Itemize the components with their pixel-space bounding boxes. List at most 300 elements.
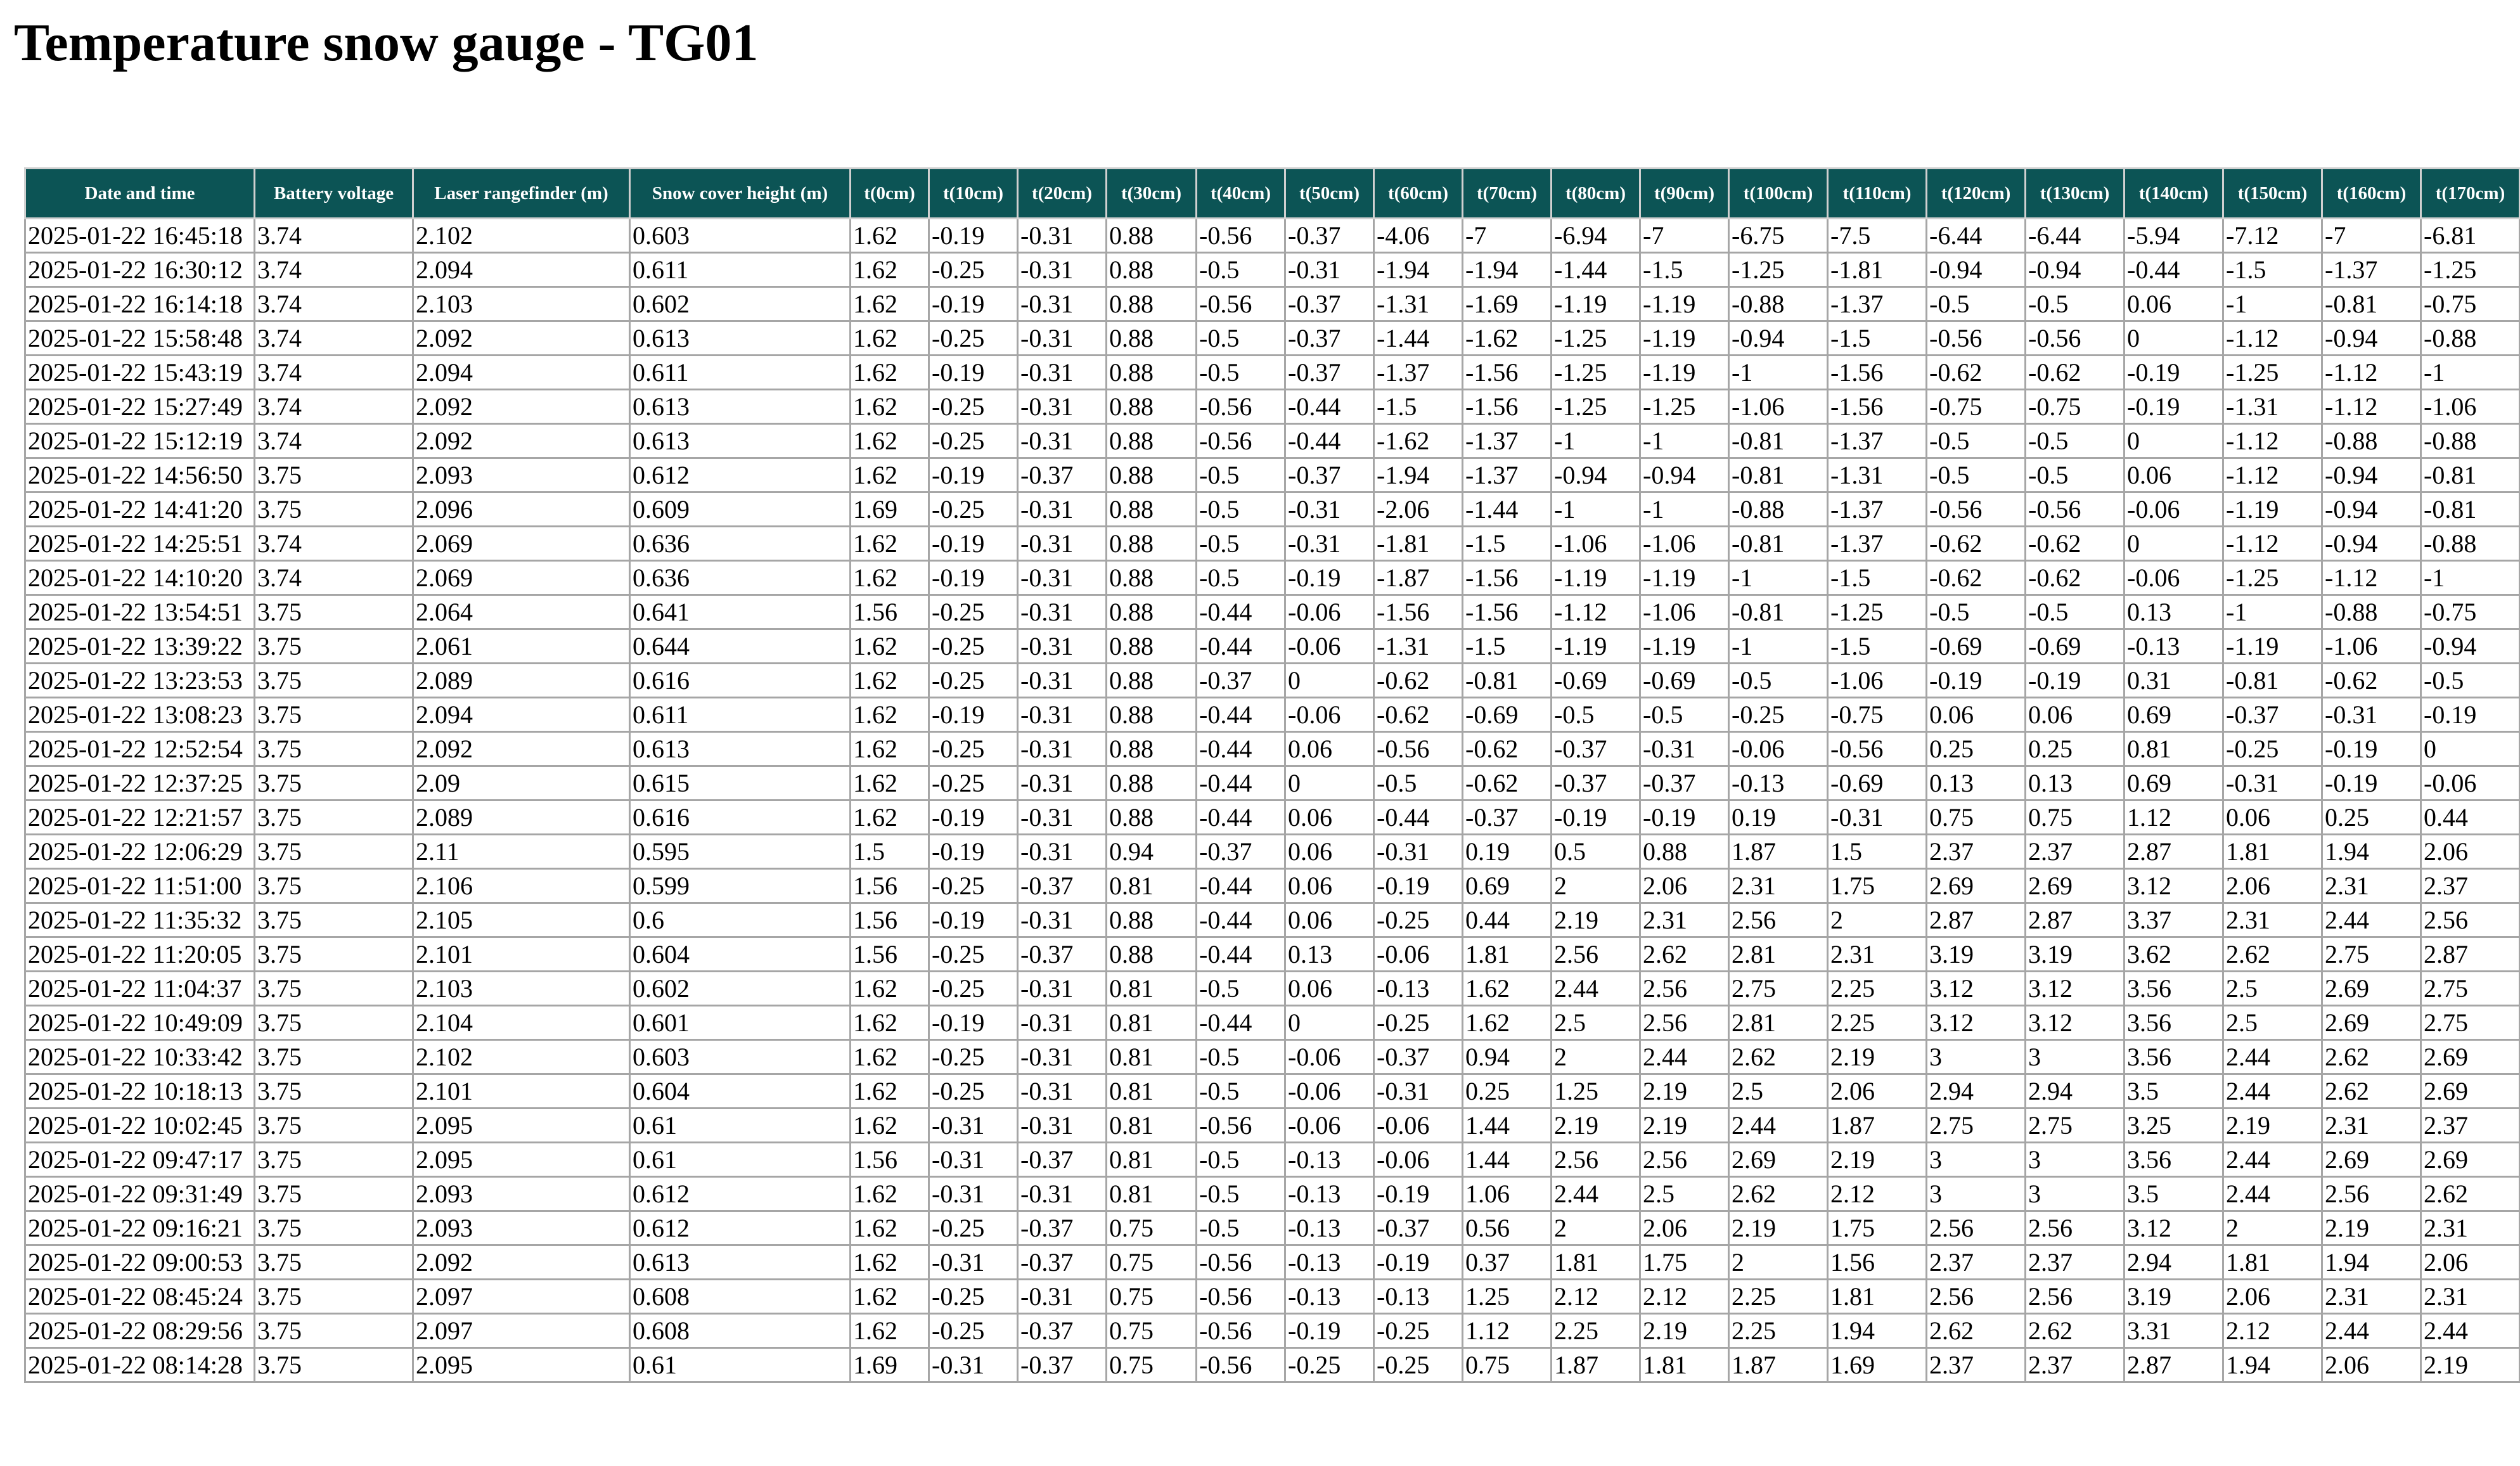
table-row bbox=[25, 1074, 2520, 1109]
table-cell: 0.88 bbox=[1107, 561, 1197, 595]
table-cell: -0.13 bbox=[1285, 1177, 1374, 1211]
table-cell: 2.56 bbox=[1640, 972, 1729, 1006]
table-cell: 1.12 bbox=[2125, 801, 2223, 835]
table-cell: 1.62 bbox=[851, 766, 929, 801]
table-cell: -0.31 bbox=[929, 1143, 1018, 1177]
table-cell: 2.19 bbox=[1640, 1109, 1729, 1143]
table-cell: -0.37 bbox=[1018, 1211, 1107, 1245]
table-cell: 2.094 bbox=[413, 356, 630, 390]
table-cell: -0.94 bbox=[2322, 321, 2421, 356]
table-cell: 2025-01-22 14:10:20 bbox=[25, 561, 255, 595]
table-cell: -0.25 bbox=[2223, 732, 2322, 766]
table-cell: 2.095 bbox=[413, 1109, 630, 1143]
table-cell: 3.75 bbox=[255, 1177, 413, 1211]
table-cell: 3.37 bbox=[2125, 903, 2223, 937]
table-cell: 2.69 bbox=[2322, 972, 2421, 1006]
table-cell: 2.37 bbox=[1927, 1348, 2026, 1382]
table-row bbox=[25, 390, 2520, 424]
table-cell: -0.62 bbox=[1463, 732, 1552, 766]
table-cell: 1.25 bbox=[1463, 1280, 1552, 1314]
table-cell: -0.44 bbox=[2125, 253, 2223, 287]
table-cell: -0.25 bbox=[1729, 698, 1828, 732]
table-cell: 0.13 bbox=[1927, 766, 2026, 801]
table-cell: 2.19 bbox=[1828, 1143, 1927, 1177]
table-cell: 0.81 bbox=[1107, 1177, 1197, 1211]
table-cell: 1.56 bbox=[851, 1143, 929, 1177]
table-cell: 2.37 bbox=[2421, 869, 2520, 903]
table-cell: -0.5 bbox=[1927, 595, 2026, 629]
table-cell: -1.62 bbox=[1463, 321, 1552, 356]
table-cell: -0.44 bbox=[1197, 801, 1285, 835]
table-cell: 0.603 bbox=[630, 1040, 851, 1074]
table-cell: 2025-01-22 12:06:29 bbox=[25, 835, 255, 869]
table-cell: 0.06 bbox=[2125, 287, 2223, 321]
table-cell: -0.5 bbox=[1927, 424, 2026, 458]
table-cell: -0.37 bbox=[1018, 1143, 1107, 1177]
table-cell: 0.5 bbox=[1552, 835, 1640, 869]
table-cell: 2025-01-22 13:23:53 bbox=[25, 664, 255, 698]
table-cell: 1.62 bbox=[851, 1006, 929, 1040]
table-cell: -1.12 bbox=[2322, 390, 2421, 424]
table-cell: 2.56 bbox=[1729, 903, 1828, 937]
table-cell: 0.601 bbox=[630, 1006, 851, 1040]
table-cell: -1.94 bbox=[1463, 253, 1552, 287]
table-cell: -0.19 bbox=[929, 561, 1018, 595]
table-cell: 3.75 bbox=[255, 801, 413, 835]
table-cell: 0.13 bbox=[2125, 595, 2223, 629]
table-cell: 0.595 bbox=[630, 835, 851, 869]
table-cell: 0.44 bbox=[1463, 903, 1552, 937]
table-cell: -1.5 bbox=[1640, 253, 1729, 287]
table-cell: -1.37 bbox=[1828, 287, 1927, 321]
table-cell: 0.599 bbox=[630, 869, 851, 903]
table-cell: -0.19 bbox=[929, 356, 1018, 390]
table-cell: 0.636 bbox=[630, 561, 851, 595]
table-cell: -0.69 bbox=[1552, 664, 1640, 698]
table-cell: -0.5 bbox=[1197, 1040, 1285, 1074]
table-cell: 2.19 bbox=[1828, 1040, 1927, 1074]
table-cell: 2.101 bbox=[413, 937, 630, 972]
table-cell: -0.37 bbox=[1018, 869, 1107, 903]
table-cell: 3.75 bbox=[255, 1245, 413, 1280]
table-cell: 0.19 bbox=[1729, 801, 1828, 835]
table-cell: 2.06 bbox=[1640, 1211, 1729, 1245]
table-cell: 1.62 bbox=[851, 1074, 929, 1109]
column-header: t(110cm) bbox=[1828, 169, 1927, 219]
table-cell: -1.12 bbox=[2223, 424, 2322, 458]
table-cell: 3.74 bbox=[255, 527, 413, 561]
table-cell: -0.19 bbox=[2322, 766, 2421, 801]
table-cell: -0.62 bbox=[2026, 561, 2125, 595]
table-row bbox=[25, 1211, 2520, 1245]
table-cell: -1.5 bbox=[1828, 629, 1927, 664]
table-cell: 0.613 bbox=[630, 321, 851, 356]
table-cell: 0.609 bbox=[630, 492, 851, 527]
table-cell: -0.37 bbox=[1640, 766, 1729, 801]
table-cell: 0.88 bbox=[1107, 219, 1197, 253]
table-cell: 3.75 bbox=[255, 664, 413, 698]
table-cell: 0.88 bbox=[1107, 492, 1197, 527]
table-cell: 2.62 bbox=[1640, 937, 1729, 972]
table-cell: -0.37 bbox=[1197, 664, 1285, 698]
table-cell: 0.06 bbox=[1285, 801, 1374, 835]
table-cell: 2.31 bbox=[2223, 903, 2322, 937]
table-cell: -0.5 bbox=[1197, 1143, 1285, 1177]
table-cell: -0.19 bbox=[1927, 664, 2026, 698]
table-cell: 1.62 bbox=[851, 1177, 929, 1211]
table-cell: 0.88 bbox=[1107, 424, 1197, 458]
table-cell: 2.56 bbox=[2421, 903, 2520, 937]
table-cell: -1.19 bbox=[1552, 287, 1640, 321]
table-cell: 0.06 bbox=[2223, 801, 2322, 835]
table-cell: 0.25 bbox=[1463, 1074, 1552, 1109]
table-cell: 0.19 bbox=[1463, 835, 1552, 869]
table-cell: 2.62 bbox=[2322, 1040, 2421, 1074]
table-cell: 1.62 bbox=[851, 664, 929, 698]
table-cell: -0.94 bbox=[1927, 253, 2026, 287]
table-cell: -0.06 bbox=[1285, 1109, 1374, 1143]
table-cell: 3.75 bbox=[255, 1143, 413, 1177]
table-cell: 3 bbox=[2026, 1040, 2125, 1074]
table-cell: -0.5 bbox=[1729, 664, 1828, 698]
table-cell: 2.092 bbox=[413, 321, 630, 356]
table-cell: -1.5 bbox=[1463, 527, 1552, 561]
column-header: t(50cm) bbox=[1285, 169, 1374, 219]
table-cell: -0.5 bbox=[2026, 287, 2125, 321]
table-cell: 1.62 bbox=[851, 527, 929, 561]
table-cell: -7 bbox=[1463, 219, 1552, 253]
column-header: Snow cover height (m) bbox=[630, 169, 851, 219]
table-cell: -0.44 bbox=[1374, 801, 1463, 835]
table-cell: -1.12 bbox=[2223, 321, 2322, 356]
table-cell: 3.75 bbox=[255, 903, 413, 937]
table-cell: -0.37 bbox=[1018, 937, 1107, 972]
table-cell: 2.44 bbox=[2322, 903, 2421, 937]
table-cell: 2.101 bbox=[413, 1074, 630, 1109]
table-cell: -0.31 bbox=[1018, 664, 1107, 698]
table-cell: 3.12 bbox=[1927, 972, 2026, 1006]
table-cell: 0.88 bbox=[1107, 595, 1197, 629]
table-cell: 2.19 bbox=[1552, 903, 1640, 937]
column-header: t(60cm) bbox=[1374, 169, 1463, 219]
table-row bbox=[25, 698, 2520, 732]
table-cell: 1.62 bbox=[851, 732, 929, 766]
table-cell: -0.31 bbox=[1018, 1280, 1107, 1314]
table-cell: 3.75 bbox=[255, 1348, 413, 1382]
table-cell: 0 bbox=[2125, 321, 2223, 356]
table-cell: 2.62 bbox=[2223, 937, 2322, 972]
table-cell: 3.75 bbox=[255, 458, 413, 492]
table-cell: -6.44 bbox=[1927, 219, 2026, 253]
table-cell: -1.37 bbox=[1828, 527, 1927, 561]
table-cell: 1.56 bbox=[851, 937, 929, 972]
table-cell: 3.12 bbox=[2125, 869, 2223, 903]
table-cell: -0.5 bbox=[2026, 595, 2125, 629]
table-cell: 1.81 bbox=[1640, 1348, 1729, 1382]
table-cell: 2.061 bbox=[413, 629, 630, 664]
table-cell: -6.81 bbox=[2421, 219, 2520, 253]
column-header: t(150cm) bbox=[2223, 169, 2322, 219]
table-cell: -0.5 bbox=[1197, 253, 1285, 287]
table-cell: -0.62 bbox=[1927, 356, 2026, 390]
table-cell: 0.44 bbox=[2421, 801, 2520, 835]
table-cell: 2025-01-22 14:25:51 bbox=[25, 527, 255, 561]
table-cell: -0.37 bbox=[1552, 732, 1640, 766]
table-cell: -0.31 bbox=[1018, 595, 1107, 629]
table-cell: 2.56 bbox=[1640, 1143, 1729, 1177]
table-cell: -0.62 bbox=[2322, 664, 2421, 698]
table-cell: -0.31 bbox=[929, 1348, 1018, 1382]
table-cell: -0.19 bbox=[2125, 356, 2223, 390]
table-cell: -0.25 bbox=[929, 766, 1018, 801]
table-cell: -5.94 bbox=[2125, 219, 2223, 253]
table-cell: 1.87 bbox=[1552, 1348, 1640, 1382]
table-cell: -0.31 bbox=[1018, 356, 1107, 390]
table-cell: 0.75 bbox=[1107, 1245, 1197, 1280]
table-cell: 2.37 bbox=[1927, 1245, 2026, 1280]
table-cell: -1.94 bbox=[1374, 458, 1463, 492]
table-cell: 2.093 bbox=[413, 458, 630, 492]
table-cell: -0.25 bbox=[929, 869, 1018, 903]
table-cell: 1.62 bbox=[1463, 972, 1552, 1006]
table-cell: 2.095 bbox=[413, 1143, 630, 1177]
table-cell: 3.5 bbox=[2125, 1074, 2223, 1109]
table-cell: 2025-01-22 14:41:20 bbox=[25, 492, 255, 527]
table-cell: 2.75 bbox=[2421, 1006, 2520, 1040]
table-cell: 2.94 bbox=[1927, 1074, 2026, 1109]
table-cell: -0.94 bbox=[1552, 458, 1640, 492]
table-cell: 3.75 bbox=[255, 732, 413, 766]
table-cell: 3.75 bbox=[255, 1280, 413, 1314]
table-cell: -0.5 bbox=[1197, 1074, 1285, 1109]
table-cell: 2.097 bbox=[413, 1314, 630, 1348]
table-cell: -7 bbox=[1640, 219, 1729, 253]
table-cell: 0.604 bbox=[630, 1074, 851, 1109]
table-cell: -0.56 bbox=[1197, 1109, 1285, 1143]
table-cell: 2025-01-22 16:14:18 bbox=[25, 287, 255, 321]
table-cell: -0.19 bbox=[929, 219, 1018, 253]
table-cell: -1.06 bbox=[1729, 390, 1828, 424]
table-cell: -0.19 bbox=[1374, 1245, 1463, 1280]
column-header: t(120cm) bbox=[1927, 169, 2026, 219]
table-cell: 2.096 bbox=[413, 492, 630, 527]
table-cell: 0.61 bbox=[630, 1109, 851, 1143]
table-cell: -0.31 bbox=[1018, 903, 1107, 937]
table-cell: -0.37 bbox=[1018, 458, 1107, 492]
table-cell: -0.19 bbox=[1640, 801, 1729, 835]
table-cell: -0.69 bbox=[1463, 698, 1552, 732]
table-cell: -0.13 bbox=[1374, 1280, 1463, 1314]
table-cell: -0.19 bbox=[929, 458, 1018, 492]
table-cell: 2025-01-22 16:45:18 bbox=[25, 219, 255, 253]
table-cell: 0.75 bbox=[1107, 1348, 1197, 1382]
table-cell: -0.25 bbox=[929, 1314, 1018, 1348]
table-cell: -0.31 bbox=[1285, 527, 1374, 561]
table-cell: -0.31 bbox=[1018, 561, 1107, 595]
table-cell: -6.75 bbox=[1729, 219, 1828, 253]
column-header: t(70cm) bbox=[1463, 169, 1552, 219]
table-cell: 0.636 bbox=[630, 527, 851, 561]
table-cell: -0.62 bbox=[1927, 527, 2026, 561]
table-cell: 2.44 bbox=[1552, 972, 1640, 1006]
column-header: Laser rangefinder (m) bbox=[413, 169, 630, 219]
table-cell: -0.31 bbox=[1018, 287, 1107, 321]
table-cell: 2.75 bbox=[2322, 937, 2421, 972]
table-row bbox=[25, 903, 2520, 937]
table-cell: 2.19 bbox=[1729, 1211, 1828, 1245]
table-cell: 1.62 bbox=[851, 1314, 929, 1348]
table-cell: -0.06 bbox=[2421, 766, 2520, 801]
table-cell: -1.12 bbox=[1552, 595, 1640, 629]
table-row bbox=[25, 1040, 2520, 1074]
table-cell: -1.5 bbox=[1828, 321, 1927, 356]
table-cell: 0.81 bbox=[1107, 1143, 1197, 1177]
table-cell: -0.25 bbox=[929, 1074, 1018, 1109]
table-cell: -0.88 bbox=[2421, 424, 2520, 458]
table-cell: 3.74 bbox=[255, 219, 413, 253]
table-cell: -0.31 bbox=[1018, 732, 1107, 766]
table-cell: -1 bbox=[1640, 492, 1729, 527]
table-cell: 0.31 bbox=[2125, 664, 2223, 698]
table-cell: -1.5 bbox=[2223, 253, 2322, 287]
table-cell: 2.092 bbox=[413, 732, 630, 766]
table-cell: -0.44 bbox=[1197, 766, 1285, 801]
table-cell: 0.75 bbox=[1107, 1314, 1197, 1348]
table-cell: 2.56 bbox=[2322, 1177, 2421, 1211]
table-cell: -0.44 bbox=[1197, 732, 1285, 766]
table-cell: 0.88 bbox=[1107, 766, 1197, 801]
table-cell: 0.88 bbox=[1107, 937, 1197, 972]
table-cell: 2.62 bbox=[2026, 1314, 2125, 1348]
table-cell: -0.37 bbox=[1374, 1040, 1463, 1074]
table-cell: -0.19 bbox=[929, 698, 1018, 732]
table-cell: 2025-01-22 11:04:37 bbox=[25, 972, 255, 1006]
table-cell: 0.613 bbox=[630, 390, 851, 424]
table-cell: 2.62 bbox=[1927, 1314, 2026, 1348]
table-cell: 0.75 bbox=[1107, 1280, 1197, 1314]
table-cell: -0.44 bbox=[1197, 1006, 1285, 1040]
table-cell: -0.13 bbox=[1729, 766, 1828, 801]
table-cell: -1.37 bbox=[1374, 356, 1463, 390]
table-cell: 0.88 bbox=[1107, 664, 1197, 698]
table-cell: -0.81 bbox=[2421, 492, 2520, 527]
table-cell: 1.44 bbox=[1463, 1109, 1552, 1143]
table-cell: -0.19 bbox=[929, 801, 1018, 835]
table-cell: 0.615 bbox=[630, 766, 851, 801]
table-cell: 0.608 bbox=[630, 1314, 851, 1348]
table-cell: 0.616 bbox=[630, 664, 851, 698]
table-cell: 0.88 bbox=[1107, 287, 1197, 321]
table-cell: -1.37 bbox=[1463, 424, 1552, 458]
table-row bbox=[25, 356, 2520, 390]
table-cell: 3.74 bbox=[255, 253, 413, 287]
table-cell: -7.5 bbox=[1828, 219, 1927, 253]
table-cell: 0 bbox=[1285, 664, 1374, 698]
table-cell: -0.25 bbox=[1374, 1314, 1463, 1348]
table-cell: -0.62 bbox=[1463, 766, 1552, 801]
table-cell: 3.56 bbox=[2125, 972, 2223, 1006]
table-cell: -0.75 bbox=[2421, 595, 2520, 629]
table-cell: 2.37 bbox=[2026, 1348, 2125, 1382]
table-cell: 0.94 bbox=[1463, 1040, 1552, 1074]
table-cell: 1.81 bbox=[1552, 1245, 1640, 1280]
table-cell: -0.06 bbox=[1285, 595, 1374, 629]
table-row bbox=[25, 1280, 2520, 1314]
table-cell: 2.87 bbox=[1927, 903, 2026, 937]
table-cell: -0.25 bbox=[1285, 1348, 1374, 1382]
table-cell: -0.56 bbox=[2026, 321, 2125, 356]
table-cell: 2.103 bbox=[413, 287, 630, 321]
table-cell: -1 bbox=[1640, 424, 1729, 458]
column-header: t(100cm) bbox=[1729, 169, 1828, 219]
table-cell: 0.612 bbox=[630, 1211, 851, 1245]
table-cell: 3.75 bbox=[255, 1314, 413, 1348]
table-cell: 3.74 bbox=[255, 561, 413, 595]
table-cell: -0.5 bbox=[1197, 321, 1285, 356]
table-cell: -1 bbox=[1729, 561, 1828, 595]
table-cell: 0.88 bbox=[1107, 356, 1197, 390]
table-cell: -1.94 bbox=[1374, 253, 1463, 287]
table-cell: -1.25 bbox=[1552, 321, 1640, 356]
table-cell: 2.19 bbox=[2322, 1211, 2421, 1245]
table-cell: 0.25 bbox=[2026, 732, 2125, 766]
table-row bbox=[25, 1143, 2520, 1177]
table-cell: 2.19 bbox=[2421, 1348, 2520, 1382]
table-cell: 2.06 bbox=[1828, 1074, 1927, 1109]
table-row bbox=[25, 766, 2520, 801]
table-cell: -1.19 bbox=[1640, 629, 1729, 664]
table-cell: 3.19 bbox=[2125, 1280, 2223, 1314]
table-cell: -0.37 bbox=[1285, 458, 1374, 492]
table-cell: 2.37 bbox=[2026, 1245, 2125, 1280]
table-cell: -1.56 bbox=[1463, 595, 1552, 629]
table-cell: -0.13 bbox=[1285, 1143, 1374, 1177]
table-row bbox=[25, 424, 2520, 458]
table-cell: -0.31 bbox=[1285, 253, 1374, 287]
table-cell: 2.44 bbox=[2223, 1177, 2322, 1211]
table-cell: 0.37 bbox=[1463, 1245, 1552, 1280]
table-cell: 2.093 bbox=[413, 1211, 630, 1245]
table-row bbox=[25, 458, 2520, 492]
column-header: t(40cm) bbox=[1197, 169, 1285, 219]
table-cell: 2.62 bbox=[2421, 1177, 2520, 1211]
table-cell: 0.88 bbox=[1107, 903, 1197, 937]
table-cell: 0.613 bbox=[630, 424, 851, 458]
table-cell: 2.5 bbox=[2223, 972, 2322, 1006]
table-cell: -0.5 bbox=[1197, 972, 1285, 1006]
table-cell: 2025-01-22 08:29:56 bbox=[25, 1314, 255, 1348]
table-cell: 1.62 bbox=[851, 972, 929, 1006]
table-cell: 2.06 bbox=[1640, 869, 1729, 903]
table-cell: -1.19 bbox=[1640, 561, 1729, 595]
table-cell: -0.56 bbox=[1197, 287, 1285, 321]
table-cell: 2025-01-22 11:20:05 bbox=[25, 937, 255, 972]
table-cell: 0.06 bbox=[1927, 698, 2026, 732]
table-cell: -0.31 bbox=[1018, 835, 1107, 869]
table-cell: -0.31 bbox=[1285, 492, 1374, 527]
table-cell: -0.5 bbox=[1197, 561, 1285, 595]
table-cell: 2.12 bbox=[1552, 1280, 1640, 1314]
table-cell: 1.62 bbox=[851, 1040, 929, 1074]
table-cell: 0.06 bbox=[1285, 869, 1374, 903]
table-cell: -0.31 bbox=[1018, 698, 1107, 732]
table-cell: -0.44 bbox=[1197, 595, 1285, 629]
table-cell: 0.88 bbox=[1107, 629, 1197, 664]
table-cell: 2.095 bbox=[413, 1348, 630, 1382]
table-cell: -1.25 bbox=[1828, 595, 1927, 629]
table-cell: -0.06 bbox=[1374, 1109, 1463, 1143]
table-cell: -0.37 bbox=[1552, 766, 1640, 801]
